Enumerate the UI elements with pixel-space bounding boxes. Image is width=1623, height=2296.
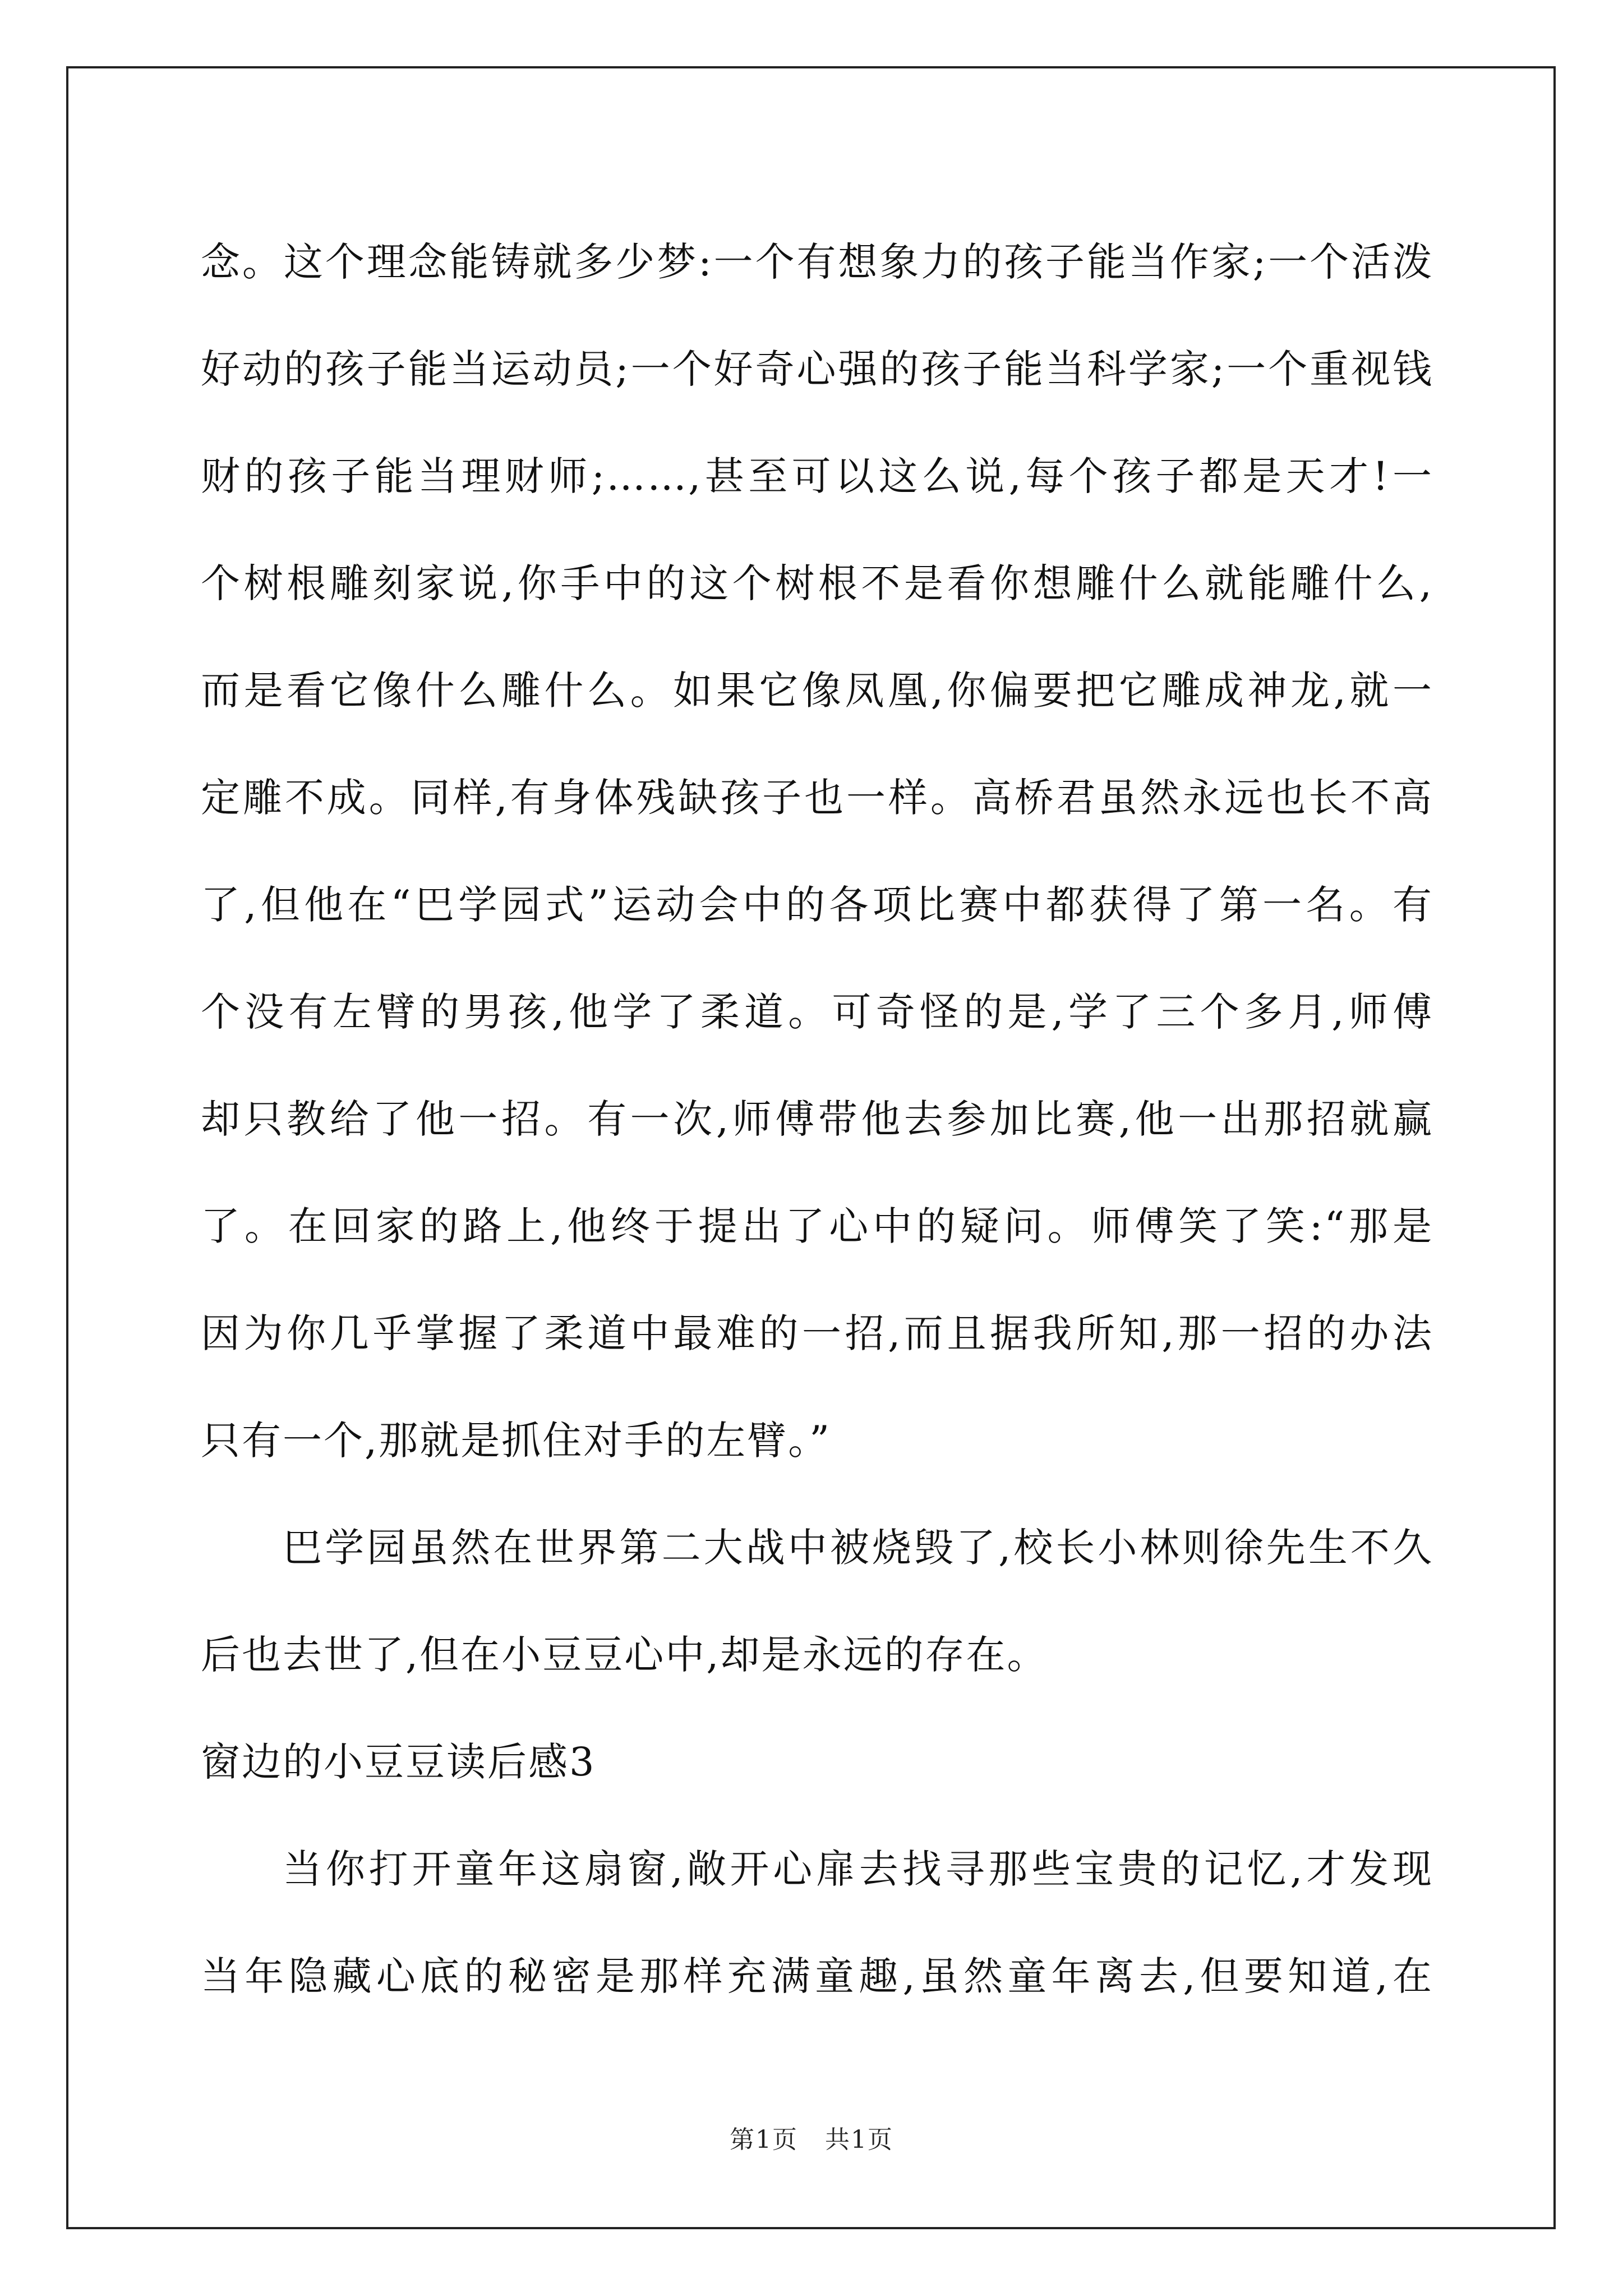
text-line: 而是看它像什么雕什么。如果它像凤凰,你偏要把它雕成神龙,就一: [201, 668, 1433, 714]
text-line: 好动的孩子能当运动员;一个好奇心强的孩子能当科学家;一个重视钱: [201, 346, 1433, 392]
text-line: 定雕不成。同样,有身体残缺孩子也一样。高桥君虽然永远也长不高: [201, 775, 1433, 821]
section-heading: 窗边的小豆豆读后感3: [201, 1739, 596, 1785]
text-line: 个树根雕刻家说,你手中的这个树根不是看你想雕什么就能雕什么,: [201, 560, 1433, 606]
text-line: 却只教给了他一招。有一次,师傅带他去参加比赛,他一出那招就赢: [201, 1096, 1433, 1142]
page-total: 共1页: [825, 2125, 893, 2154]
text-line: 财的孩子能当理财师;……,甚至可以这么说,每个孩子都是天才!一: [201, 453, 1433, 499]
page-footer: [0, 2123, 1623, 2157]
text-line: 当年隐藏心底的秘密是那样充满童趣,虽然童年离去,但要知道,在: [201, 1953, 1433, 1999]
text-line: 了,但他在“巴学园式”运动会中的各项比赛中都获得了第一名。有: [201, 882, 1433, 928]
text-line: 后也去世了,但在小豆豆心中,却是永远的存在。: [201, 1632, 1048, 1678]
text-line: 只有一个,那就是抓住对手的左臂。”: [201, 1418, 832, 1464]
text-line: 个没有左臂的男孩,他学了柔道。可奇怪的是,学了三个多月,师傅: [201, 989, 1433, 1035]
paragraph-first-line: 巴学园虽然在世界第二大战中被烧毁了,校长小林则徐先生不久: [283, 1525, 1433, 1571]
page-number: 第1页: [730, 2125, 798, 2154]
document-body: [201, 209, 1433, 2030]
text-line: 因为你几乎掌握了柔道中最难的一招,而且据我所知,那一招的办法: [201, 1310, 1433, 1356]
text-line: 了。在回家的路上,他终于提出了心中的疑问。师傅笑了笑:“那是: [201, 1203, 1433, 1249]
text-line: 念。这个理念能铸就多少梦:一个有想象力的孩子能当作家;一个活泼: [201, 239, 1433, 285]
paragraph-first-line: 当你打开童年这扇窗,敞开心扉去找寻那些宝贵的记忆,才发现: [283, 1846, 1433, 1892]
